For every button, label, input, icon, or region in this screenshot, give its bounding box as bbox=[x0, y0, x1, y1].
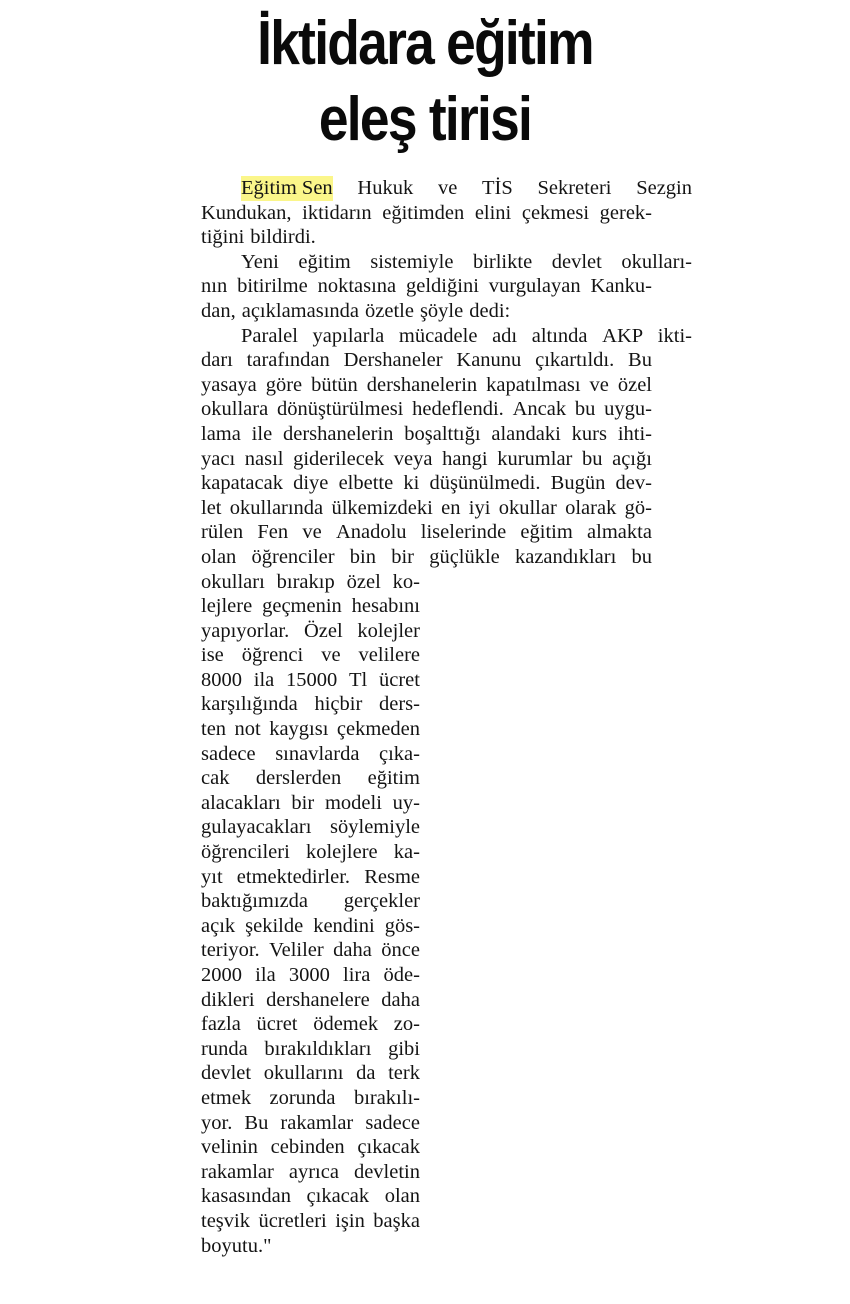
word: Bugün bbox=[550, 472, 606, 495]
body-line bbox=[201, 988, 420, 1013]
body-line bbox=[201, 1111, 420, 1136]
word: zo- bbox=[393, 1013, 420, 1036]
word: Dershaneler bbox=[343, 349, 443, 372]
word: birlikte bbox=[472, 250, 533, 273]
word: Yeni bbox=[241, 250, 279, 273]
word: ile bbox=[251, 422, 273, 445]
word: ikti- bbox=[657, 324, 692, 347]
body-line bbox=[201, 766, 420, 791]
word: etmek bbox=[201, 1086, 252, 1109]
word: cak bbox=[201, 767, 230, 790]
word: ise bbox=[201, 644, 224, 667]
word: gerçekler bbox=[343, 890, 420, 913]
word: modeli bbox=[324, 791, 382, 814]
word: çıka- bbox=[379, 742, 420, 765]
word: Veliler bbox=[269, 939, 324, 962]
word: elini bbox=[474, 201, 512, 224]
word: gibi bbox=[388, 1037, 420, 1060]
word: alacakları bbox=[201, 791, 281, 814]
word: devletin bbox=[353, 1160, 420, 1183]
word: boyutu." bbox=[201, 1234, 272, 1257]
body-line bbox=[201, 176, 692, 201]
body-line bbox=[201, 619, 420, 644]
word: geldiğini bbox=[406, 275, 479, 298]
word: 2000 bbox=[201, 964, 242, 986]
word: Kundukan, bbox=[201, 201, 292, 224]
body-line bbox=[201, 471, 652, 496]
word: açığı bbox=[612, 447, 652, 470]
word: altında bbox=[531, 324, 588, 347]
word: kolejlere bbox=[305, 841, 378, 864]
word: bildirdi. bbox=[250, 226, 316, 249]
word: daha bbox=[381, 988, 420, 1011]
body-line bbox=[201, 791, 420, 816]
word: rakamlar bbox=[280, 1111, 354, 1134]
word: ücretleri bbox=[258, 1209, 327, 1232]
body-line bbox=[201, 1234, 420, 1259]
word: Fen bbox=[257, 521, 289, 544]
word: noktasına bbox=[317, 275, 397, 298]
word: önce bbox=[381, 939, 420, 962]
word: Bu bbox=[244, 1111, 269, 1134]
word: Tl bbox=[349, 668, 368, 691]
word: okullarında bbox=[229, 496, 324, 519]
body-line bbox=[201, 643, 420, 668]
word: en bbox=[441, 496, 461, 519]
word: şöyle bbox=[419, 299, 464, 322]
body-line bbox=[201, 938, 420, 963]
word: kasasından bbox=[201, 1185, 291, 1208]
word: yasaya bbox=[201, 373, 257, 396]
body-line bbox=[201, 299, 652, 324]
word: let bbox=[201, 496, 222, 519]
word: baktığımızda bbox=[201, 890, 309, 913]
word: çekmeden bbox=[336, 718, 420, 741]
word: öğrenci bbox=[241, 644, 304, 667]
word: gö- bbox=[624, 496, 652, 519]
body-line bbox=[201, 496, 652, 521]
word: Kanku- bbox=[590, 275, 652, 298]
word: vurgulayan bbox=[488, 275, 581, 298]
word: Paralel bbox=[241, 324, 298, 347]
word: olarak bbox=[565, 496, 617, 519]
word: veya bbox=[393, 447, 433, 470]
body-line bbox=[201, 1086, 420, 1111]
word: bırakıp bbox=[276, 570, 335, 593]
word: daha bbox=[333, 939, 372, 962]
word: hangi bbox=[442, 447, 488, 470]
word: alandaki bbox=[491, 422, 561, 445]
word: derslerden bbox=[255, 767, 342, 790]
word: Hukuk bbox=[357, 177, 414, 199]
word: öde- bbox=[383, 964, 420, 986]
word: düşünülmedi. bbox=[429, 472, 541, 495]
word: gös- bbox=[384, 914, 420, 937]
word: öğrenciler bbox=[251, 545, 335, 568]
body-line bbox=[201, 1061, 420, 1086]
word: sadece bbox=[365, 1111, 420, 1134]
body-line bbox=[201, 373, 652, 398]
word: Anadolu bbox=[335, 521, 407, 544]
word: olan bbox=[201, 545, 237, 568]
body-line bbox=[201, 447, 652, 472]
word: lama bbox=[201, 422, 241, 445]
headline-line-1: İktidara eğitim bbox=[257, 9, 593, 78]
word: okullar bbox=[498, 496, 557, 519]
headline-line-2: eleş tirisi bbox=[318, 85, 532, 154]
word: bir bbox=[291, 791, 315, 814]
word: ila bbox=[253, 668, 275, 691]
word: iktidarın bbox=[302, 201, 372, 224]
word: nasıl bbox=[244, 447, 284, 470]
word: özetle bbox=[365, 299, 414, 322]
word: 15000 bbox=[286, 668, 338, 691]
word: TİS bbox=[482, 177, 513, 199]
word: kazandıkları bbox=[514, 545, 617, 568]
body-line bbox=[201, 225, 652, 250]
word: açık bbox=[201, 914, 236, 937]
word: karşılığında bbox=[201, 693, 298, 716]
word: ödemek bbox=[313, 1013, 379, 1036]
word: ücret bbox=[378, 668, 420, 691]
word: bu bbox=[574, 398, 596, 421]
word: ka- bbox=[393, 841, 420, 864]
word: bu bbox=[582, 447, 603, 470]
word: kurs bbox=[571, 422, 607, 445]
body-line bbox=[201, 520, 652, 545]
word: Sekreteri bbox=[537, 177, 612, 199]
word: Özel bbox=[303, 619, 343, 642]
word: çıkartıldı. bbox=[535, 349, 615, 372]
highlighted-text: Eğitim Sen bbox=[241, 177, 333, 199]
body-line bbox=[201, 545, 652, 570]
body-line bbox=[201, 1160, 420, 1185]
word: başka bbox=[373, 1209, 420, 1232]
word: darı bbox=[201, 349, 233, 372]
word: kurumlar bbox=[497, 447, 573, 470]
word: iyi bbox=[468, 496, 491, 519]
word: Kanunu bbox=[456, 349, 522, 372]
word: işin bbox=[335, 1209, 365, 1232]
word: ten bbox=[201, 718, 227, 741]
word: dedi: bbox=[469, 299, 511, 322]
word: liselerinde bbox=[420, 521, 507, 544]
body-line bbox=[201, 865, 420, 890]
body-line bbox=[201, 1209, 420, 1234]
word: çıkacak bbox=[357, 1136, 420, 1159]
body-line bbox=[201, 668, 420, 693]
word: ve bbox=[437, 177, 458, 199]
word: kapatılması bbox=[486, 373, 581, 396]
article-headline bbox=[60, 6, 791, 158]
word: söylemiyle bbox=[330, 816, 420, 839]
word: açıklamasında bbox=[241, 299, 359, 322]
word: geçmenin bbox=[262, 595, 342, 618]
body-line bbox=[201, 1037, 420, 1062]
word: eğitim bbox=[298, 250, 351, 273]
word: okulları bbox=[201, 570, 265, 593]
body-line bbox=[201, 742, 420, 767]
word: dönüştürülmesi bbox=[276, 398, 404, 421]
word: olan bbox=[384, 1185, 420, 1208]
word: uygu- bbox=[604, 398, 652, 421]
word: sınavlarda bbox=[275, 742, 360, 765]
word: eğitim bbox=[520, 521, 573, 544]
word: rülen bbox=[201, 521, 244, 544]
word: Resme bbox=[364, 865, 420, 888]
word: da bbox=[356, 1062, 376, 1085]
word: ülkemizdeki bbox=[331, 496, 433, 519]
word: velilere bbox=[358, 644, 420, 667]
word: diye bbox=[293, 472, 329, 495]
word: nın bbox=[201, 275, 228, 298]
word: sistemiyle bbox=[370, 250, 454, 273]
body-line bbox=[201, 397, 652, 422]
body-line bbox=[201, 250, 692, 275]
word: özel bbox=[617, 373, 652, 396]
word: ücret bbox=[256, 1013, 298, 1036]
word: tarafından bbox=[246, 349, 330, 372]
word: dev- bbox=[615, 472, 652, 495]
body-line bbox=[201, 422, 652, 447]
word: çıkacak bbox=[306, 1185, 370, 1208]
word: dershanelerin bbox=[366, 373, 478, 396]
word: boşalttığı bbox=[404, 422, 481, 445]
word: Ancak bbox=[512, 398, 567, 421]
word: bir bbox=[391, 545, 414, 568]
word: öğrencileri bbox=[201, 841, 290, 864]
word: teriyor. bbox=[201, 939, 260, 962]
word: bitirilme bbox=[237, 275, 308, 298]
body-line bbox=[201, 570, 420, 595]
word: çekmesi bbox=[521, 201, 590, 224]
word: 3000 bbox=[288, 964, 330, 986]
body-line bbox=[201, 815, 420, 840]
word: okulları- bbox=[621, 250, 692, 273]
word: bırakılı- bbox=[353, 1086, 420, 1109]
word: mücadele bbox=[398, 324, 478, 347]
word: AKP bbox=[602, 324, 644, 347]
body-line bbox=[201, 324, 692, 349]
word: bin bbox=[349, 545, 376, 568]
body-line bbox=[201, 348, 652, 373]
body-line bbox=[201, 201, 652, 226]
word: ayrıca bbox=[288, 1160, 339, 1183]
word: yapıyorlar. bbox=[201, 619, 290, 642]
body-line bbox=[201, 594, 420, 619]
body-line bbox=[201, 717, 420, 742]
word: şekilde bbox=[245, 914, 304, 937]
word: yacı bbox=[201, 447, 236, 470]
word: teşvik bbox=[201, 1209, 250, 1232]
word: tiğini bbox=[201, 226, 245, 249]
body-line bbox=[201, 840, 420, 865]
word: etmektedirler. bbox=[236, 865, 351, 888]
body-line bbox=[201, 692, 420, 717]
word: göre bbox=[265, 373, 303, 396]
word: terk bbox=[388, 1062, 420, 1085]
word: bırakıldıkları bbox=[264, 1037, 372, 1060]
word: cebinden bbox=[270, 1136, 345, 1159]
word: Sezgin bbox=[636, 177, 692, 199]
word: Bu bbox=[628, 349, 652, 372]
word: rakamlar bbox=[201, 1160, 274, 1183]
word: ve bbox=[321, 644, 341, 667]
word: uy- bbox=[392, 791, 420, 814]
word: gulayacakları bbox=[201, 816, 312, 839]
body-line bbox=[201, 914, 420, 939]
word: kendini bbox=[313, 914, 375, 937]
article-body bbox=[201, 176, 692, 1258]
body-line bbox=[201, 274, 652, 299]
body-line bbox=[201, 1135, 420, 1160]
word: velinin bbox=[201, 1136, 258, 1159]
body-line bbox=[201, 889, 420, 914]
word: devlet bbox=[201, 1062, 252, 1085]
word: hesabını bbox=[351, 595, 420, 618]
word: ki bbox=[403, 472, 420, 495]
word: kapatacak bbox=[201, 472, 283, 495]
word: özel bbox=[346, 570, 381, 593]
word: 8000 bbox=[201, 668, 242, 691]
word: eğitim bbox=[367, 767, 420, 790]
word: ihti- bbox=[617, 422, 652, 445]
body-line bbox=[201, 1012, 420, 1037]
word: gerek- bbox=[599, 201, 652, 224]
word: yor. bbox=[201, 1111, 233, 1134]
body-line bbox=[201, 1184, 420, 1209]
word: hiçbir bbox=[314, 693, 363, 716]
word: okullara bbox=[201, 398, 269, 421]
word: runda bbox=[201, 1037, 248, 1060]
word: bu bbox=[631, 545, 652, 568]
word: lejlere bbox=[201, 595, 253, 618]
word: elbette bbox=[338, 472, 394, 495]
word: kolejler bbox=[357, 619, 420, 642]
word: zorunda bbox=[269, 1086, 336, 1109]
word: lira bbox=[343, 964, 371, 986]
word: güçlükle bbox=[429, 545, 500, 568]
word: almakta bbox=[587, 521, 652, 544]
word: dikleri bbox=[201, 988, 255, 1011]
word: sadece bbox=[201, 742, 256, 765]
word: eğitimden bbox=[382, 201, 465, 224]
word: bütün bbox=[311, 373, 358, 396]
word: ve bbox=[302, 521, 322, 544]
word: yıt bbox=[201, 865, 223, 888]
word: ders- bbox=[379, 693, 420, 716]
word: devlet bbox=[551, 250, 602, 273]
word: dan, bbox=[201, 299, 236, 322]
word: giderilecek bbox=[293, 447, 385, 470]
word: kaygısı bbox=[269, 718, 329, 741]
word: fazla bbox=[201, 1013, 241, 1036]
word: yapılarla bbox=[312, 324, 385, 347]
word: hedeflendi. bbox=[412, 398, 504, 421]
word: dershanelere bbox=[266, 988, 370, 1011]
word: ila bbox=[255, 964, 276, 986]
word: not bbox=[234, 718, 261, 741]
word: ve bbox=[589, 373, 609, 396]
word: ko- bbox=[392, 570, 420, 593]
body-line bbox=[201, 963, 420, 988]
word: adı bbox=[492, 324, 518, 347]
word: dershanelerin bbox=[283, 422, 394, 445]
word: okullarını bbox=[263, 1062, 344, 1085]
